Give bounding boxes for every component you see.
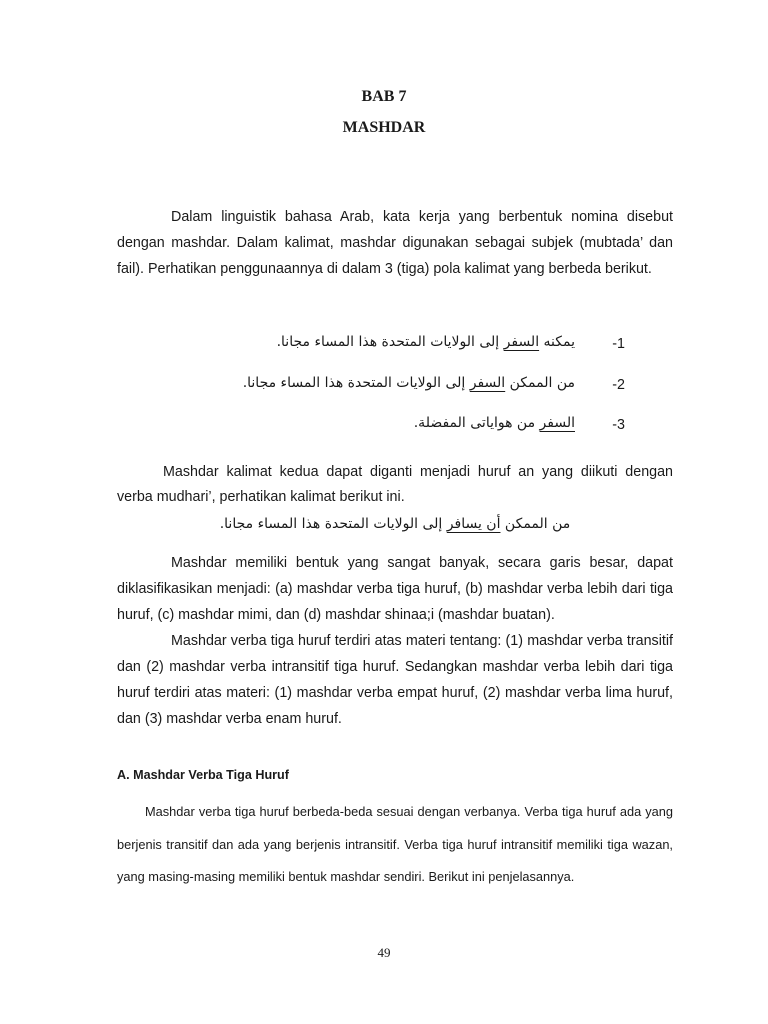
underlined-mashdar: السفر <box>469 375 506 391</box>
replacement-paragraph <box>117 460 673 510</box>
classification-text: Mashdar memiliki bentuk yang sangat banyak, secara garis besar, dapat diklasifikasikan menjadi: (a) mashdar verba tiga huruf, (b) mashdar verba lebih dari tiga huruf, (c) mashdar mimi, dan (d) mashdar shinaa;i (mashdar buatan). <box>117 555 673 623</box>
underlined-an-verb: أن يسافر <box>446 516 501 532</box>
arabic-sentence: يمكنه السفر إلى الولايات المتحدة هذا المساء مجانا. <box>276 334 575 350</box>
arabic-example-2 <box>117 375 625 401</box>
replacement-text: Mashdar kalimat kedua dapat diganti menjadi huruf an yang diikuti dengan verba mudhari’, perhatikan kalimat berikut ini. <box>117 464 673 505</box>
underlined-mashdar: السفر <box>503 334 540 350</box>
section-body <box>117 796 673 894</box>
page-number: 49 <box>377 945 391 960</box>
materials-paragraph <box>117 628 673 732</box>
chapter-number: BAB 7 <box>361 88 407 105</box>
arabic-sentence: من الممكن السفر إلى الولايات المتحدة هذا المساء مجانا. <box>242 375 575 391</box>
arabic-replacement-example: من الممكن أن يسافر إلى الولايات المتحدة هذا المساء مجانا. <box>219 516 571 532</box>
example-number: -1 <box>612 336 625 352</box>
arabic-sentence: السفر من هواياتى المفضلة. <box>413 415 575 431</box>
classification-paragraph <box>117 550 673 628</box>
chapter-title: MASHDAR <box>342 119 426 136</box>
underlined-mashdar: السفر <box>539 415 575 431</box>
section-heading: A. Mashdar Verba Tiga Huruf <box>117 768 289 782</box>
section-body-text: Mashdar verba tiga huruf berbeda-beda sesuai dengan verbanya. Verba tiga huruf ada yang berjenis transitif dan ada yang berjenis intransitif. Verba tiga huruf intransitif memiliki tiga wazan, yang masing-masing memiliki bentuk mashdar sendiri. Berikut ini penjelasannya. <box>117 804 673 884</box>
arabic-example-3 <box>117 415 625 441</box>
arabic-example-1 <box>117 334 625 360</box>
intro-paragraph <box>117 204 673 282</box>
materials-text: Mashdar verba tiga huruf terdiri atas materi tentang: (1) mashdar verba transitif dan (2) mashdar verba intransitif tiga huruf. Sedangkan mashdar verba lebih dari tiga huruf terdiri atas materi: (1) mashdar verba empat huruf, (2) mashdar verba lima huruf, dan (3) mashdar verba enam huruf. <box>117 633 673 727</box>
intro-text: Dalam linguistik bahasa Arab, kata kerja yang berbentuk nomina disebut dengan mashdar. Dalam kalimat, mashdar digunakan sebagai subjek (mubtada’ dan fail). Perhatikan penggunaannya di dalam 3 (tiga) pola kalimat yang berbeda berikut. <box>117 209 673 277</box>
example-number: -2 <box>612 377 625 393</box>
example-number: -3 <box>612 417 625 433</box>
